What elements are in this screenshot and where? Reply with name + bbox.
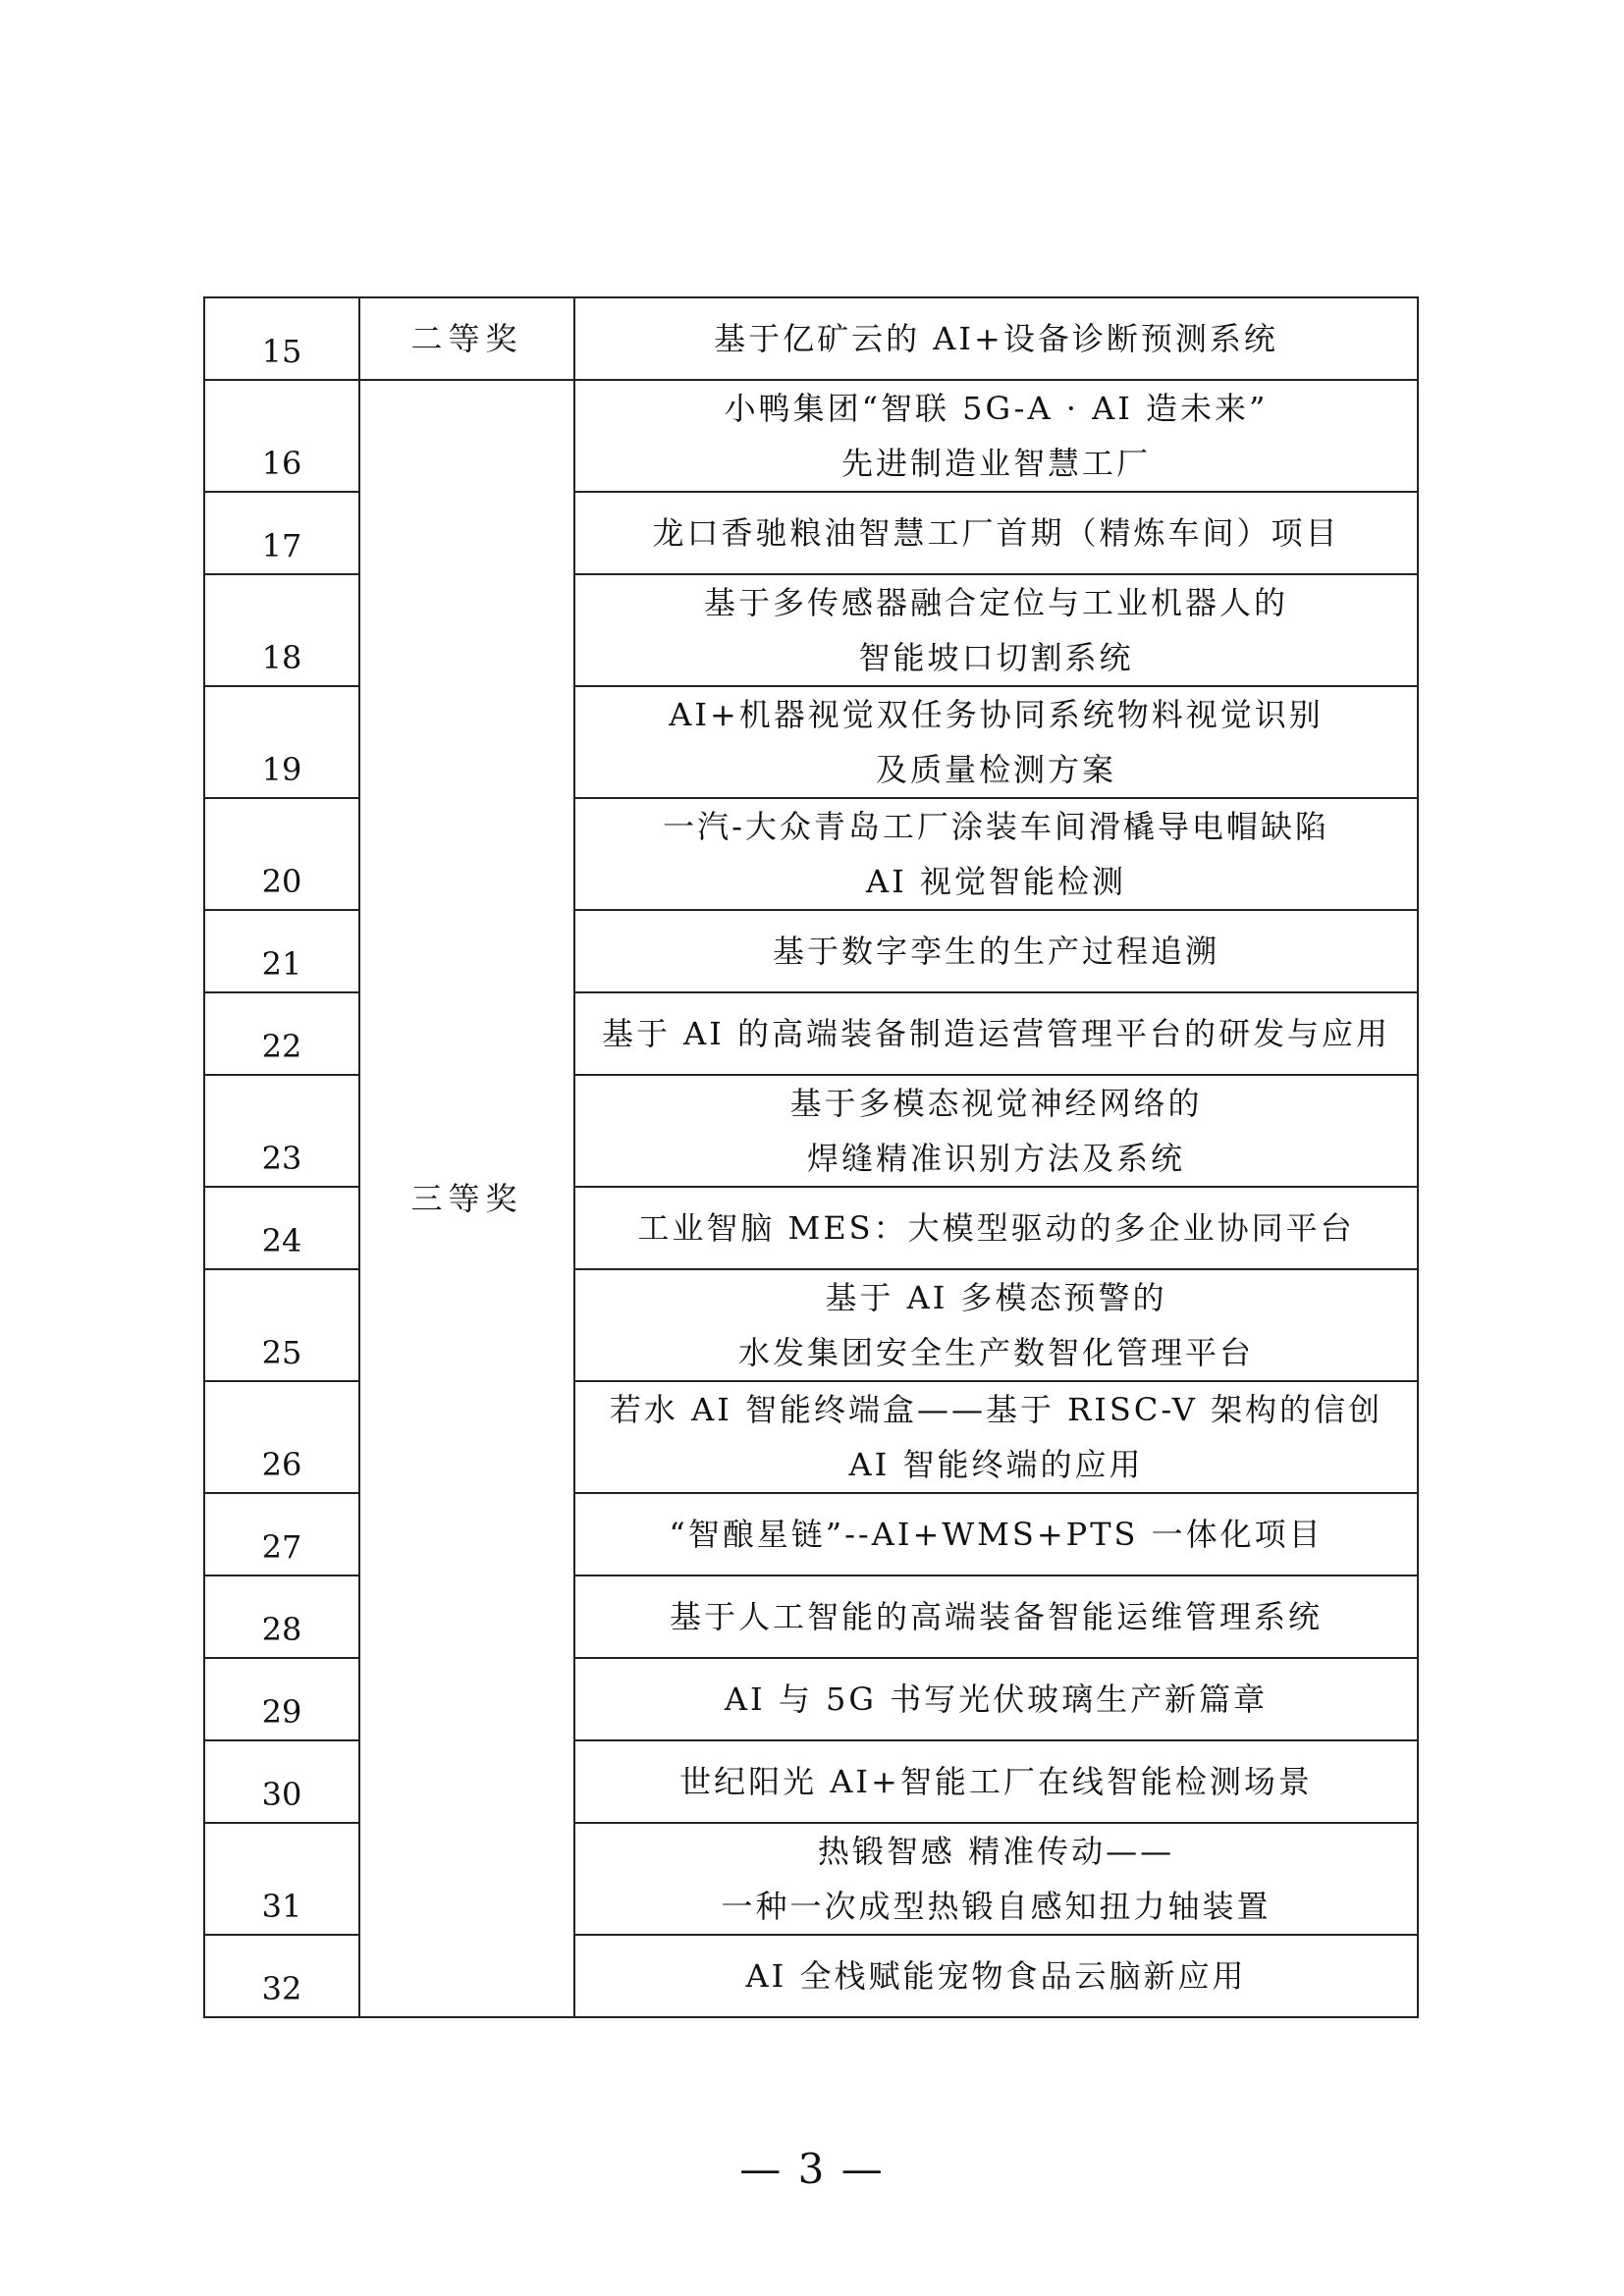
- row-number: 32: [204, 1935, 359, 2017]
- page-number: — 3 —: [739, 2145, 885, 2193]
- project-name: [574, 1575, 1418, 1658]
- row-number: 18: [204, 574, 359, 686]
- project-name-line: 工业智脑 MES：大模型驱动的多企业协同平台: [637, 1209, 1355, 1247]
- row-number: 22: [204, 992, 359, 1075]
- award-table: [203, 296, 1419, 2018]
- project-name-line: AI 全栈赋能宠物食品云脑新应用: [745, 1957, 1247, 1995]
- project-name-line: 一种一次成型热锻自感知扭力轴装置: [721, 1888, 1272, 1925]
- project-name: [574, 297, 1418, 380]
- project-name-line: 若水 AI 智能终端盒——基于 RISC-V 架构的信创: [609, 1391, 1383, 1428]
- project-name-line: 及质量检测方案: [875, 751, 1116, 788]
- project-name: [574, 1381, 1418, 1493]
- project-name-line: 热锻智感 精准传动——: [817, 1833, 1175, 1870]
- row-number: 17: [204, 492, 359, 574]
- row-number: 30: [204, 1740, 359, 1823]
- project-name-line: 世纪阳光 AI+智能工厂在线智能检测场景: [679, 1763, 1313, 1800]
- project-name: [574, 910, 1418, 992]
- project-name-line: AI 视觉智能检测: [866, 863, 1126, 900]
- project-name: [574, 1658, 1418, 1740]
- project-name-line: AI+机器视觉双任务协同系统物料视觉识别: [669, 696, 1324, 733]
- project-name-line: 一汽-大众青岛工厂涂装车间滑橇导电帽缺陷: [663, 808, 1329, 845]
- project-name-line: AI 智能终端的应用: [848, 1446, 1144, 1483]
- project-name: [574, 1740, 1418, 1823]
- project-name: [574, 798, 1418, 910]
- project-name: [574, 380, 1418, 492]
- project-name-line: 小鸭集团“智联 5G-A · AI 造未来”: [724, 390, 1269, 427]
- project-name-line: 基于数字孪生的生产过程追溯: [772, 933, 1219, 970]
- row-number: 15: [204, 297, 359, 380]
- row-number: 23: [204, 1075, 359, 1187]
- row-number: 25: [204, 1269, 359, 1381]
- award-table-body: [204, 297, 1418, 2017]
- row-number: 28: [204, 1575, 359, 1658]
- project-name-line: 基于 AI 的高端装备制造运营管理平台的研发与应用: [601, 1015, 1391, 1052]
- table-row: [204, 297, 1418, 380]
- project-name: [574, 1187, 1418, 1269]
- row-number: 20: [204, 798, 359, 910]
- project-name-line: 基于人工智能的高端装备智能运维管理系统: [669, 1598, 1323, 1635]
- project-name-line: 水发集团安全生产数智化管理平台: [737, 1334, 1254, 1371]
- row-number: 29: [204, 1658, 359, 1740]
- project-name: [574, 1493, 1418, 1575]
- award-level-second: 二等奖: [359, 297, 574, 380]
- project-name: [574, 492, 1418, 574]
- project-name: [574, 574, 1418, 686]
- project-name: [574, 686, 1418, 798]
- award-level-third: 三等奖: [359, 380, 574, 2017]
- project-name-line: 基于多模态视觉神经网络的: [789, 1085, 1203, 1122]
- row-number: 16: [204, 380, 359, 492]
- row-number: 27: [204, 1493, 359, 1575]
- project-name-line: 焊缝精准识别方法及系统: [806, 1140, 1185, 1177]
- project-name-line: AI 与 5G 书写光伏玻璃生产新篇章: [724, 1681, 1269, 1718]
- row-number: 21: [204, 910, 359, 992]
- table-row: [204, 380, 1418, 492]
- project-name-line: 先进制造业智慧工厂: [840, 445, 1151, 482]
- project-name: [574, 1935, 1418, 2017]
- project-name-line: 基于 AI 多模态预警的: [825, 1279, 1167, 1316]
- row-number: 26: [204, 1381, 359, 1493]
- project-name: [574, 1075, 1418, 1187]
- row-number: 19: [204, 686, 359, 798]
- row-number: 31: [204, 1823, 359, 1935]
- project-name: [574, 1269, 1418, 1381]
- project-name-line: 基于亿矿云的 AI+设备诊断预测系统: [714, 320, 1278, 357]
- project-name-line: “智酿星链”--AI+WMS+PTS 一体化项目: [669, 1516, 1324, 1553]
- project-name-line: 龙口香驰粮油智慧工厂首期（精炼车间）项目: [652, 514, 1340, 552]
- project-name-line: 智能坡口切割系统: [858, 639, 1134, 676]
- project-name: [574, 1823, 1418, 1935]
- project-name-line: 基于多传感器融合定位与工业机器人的: [703, 584, 1288, 621]
- row-number: 24: [204, 1187, 359, 1269]
- project-name: [574, 992, 1418, 1075]
